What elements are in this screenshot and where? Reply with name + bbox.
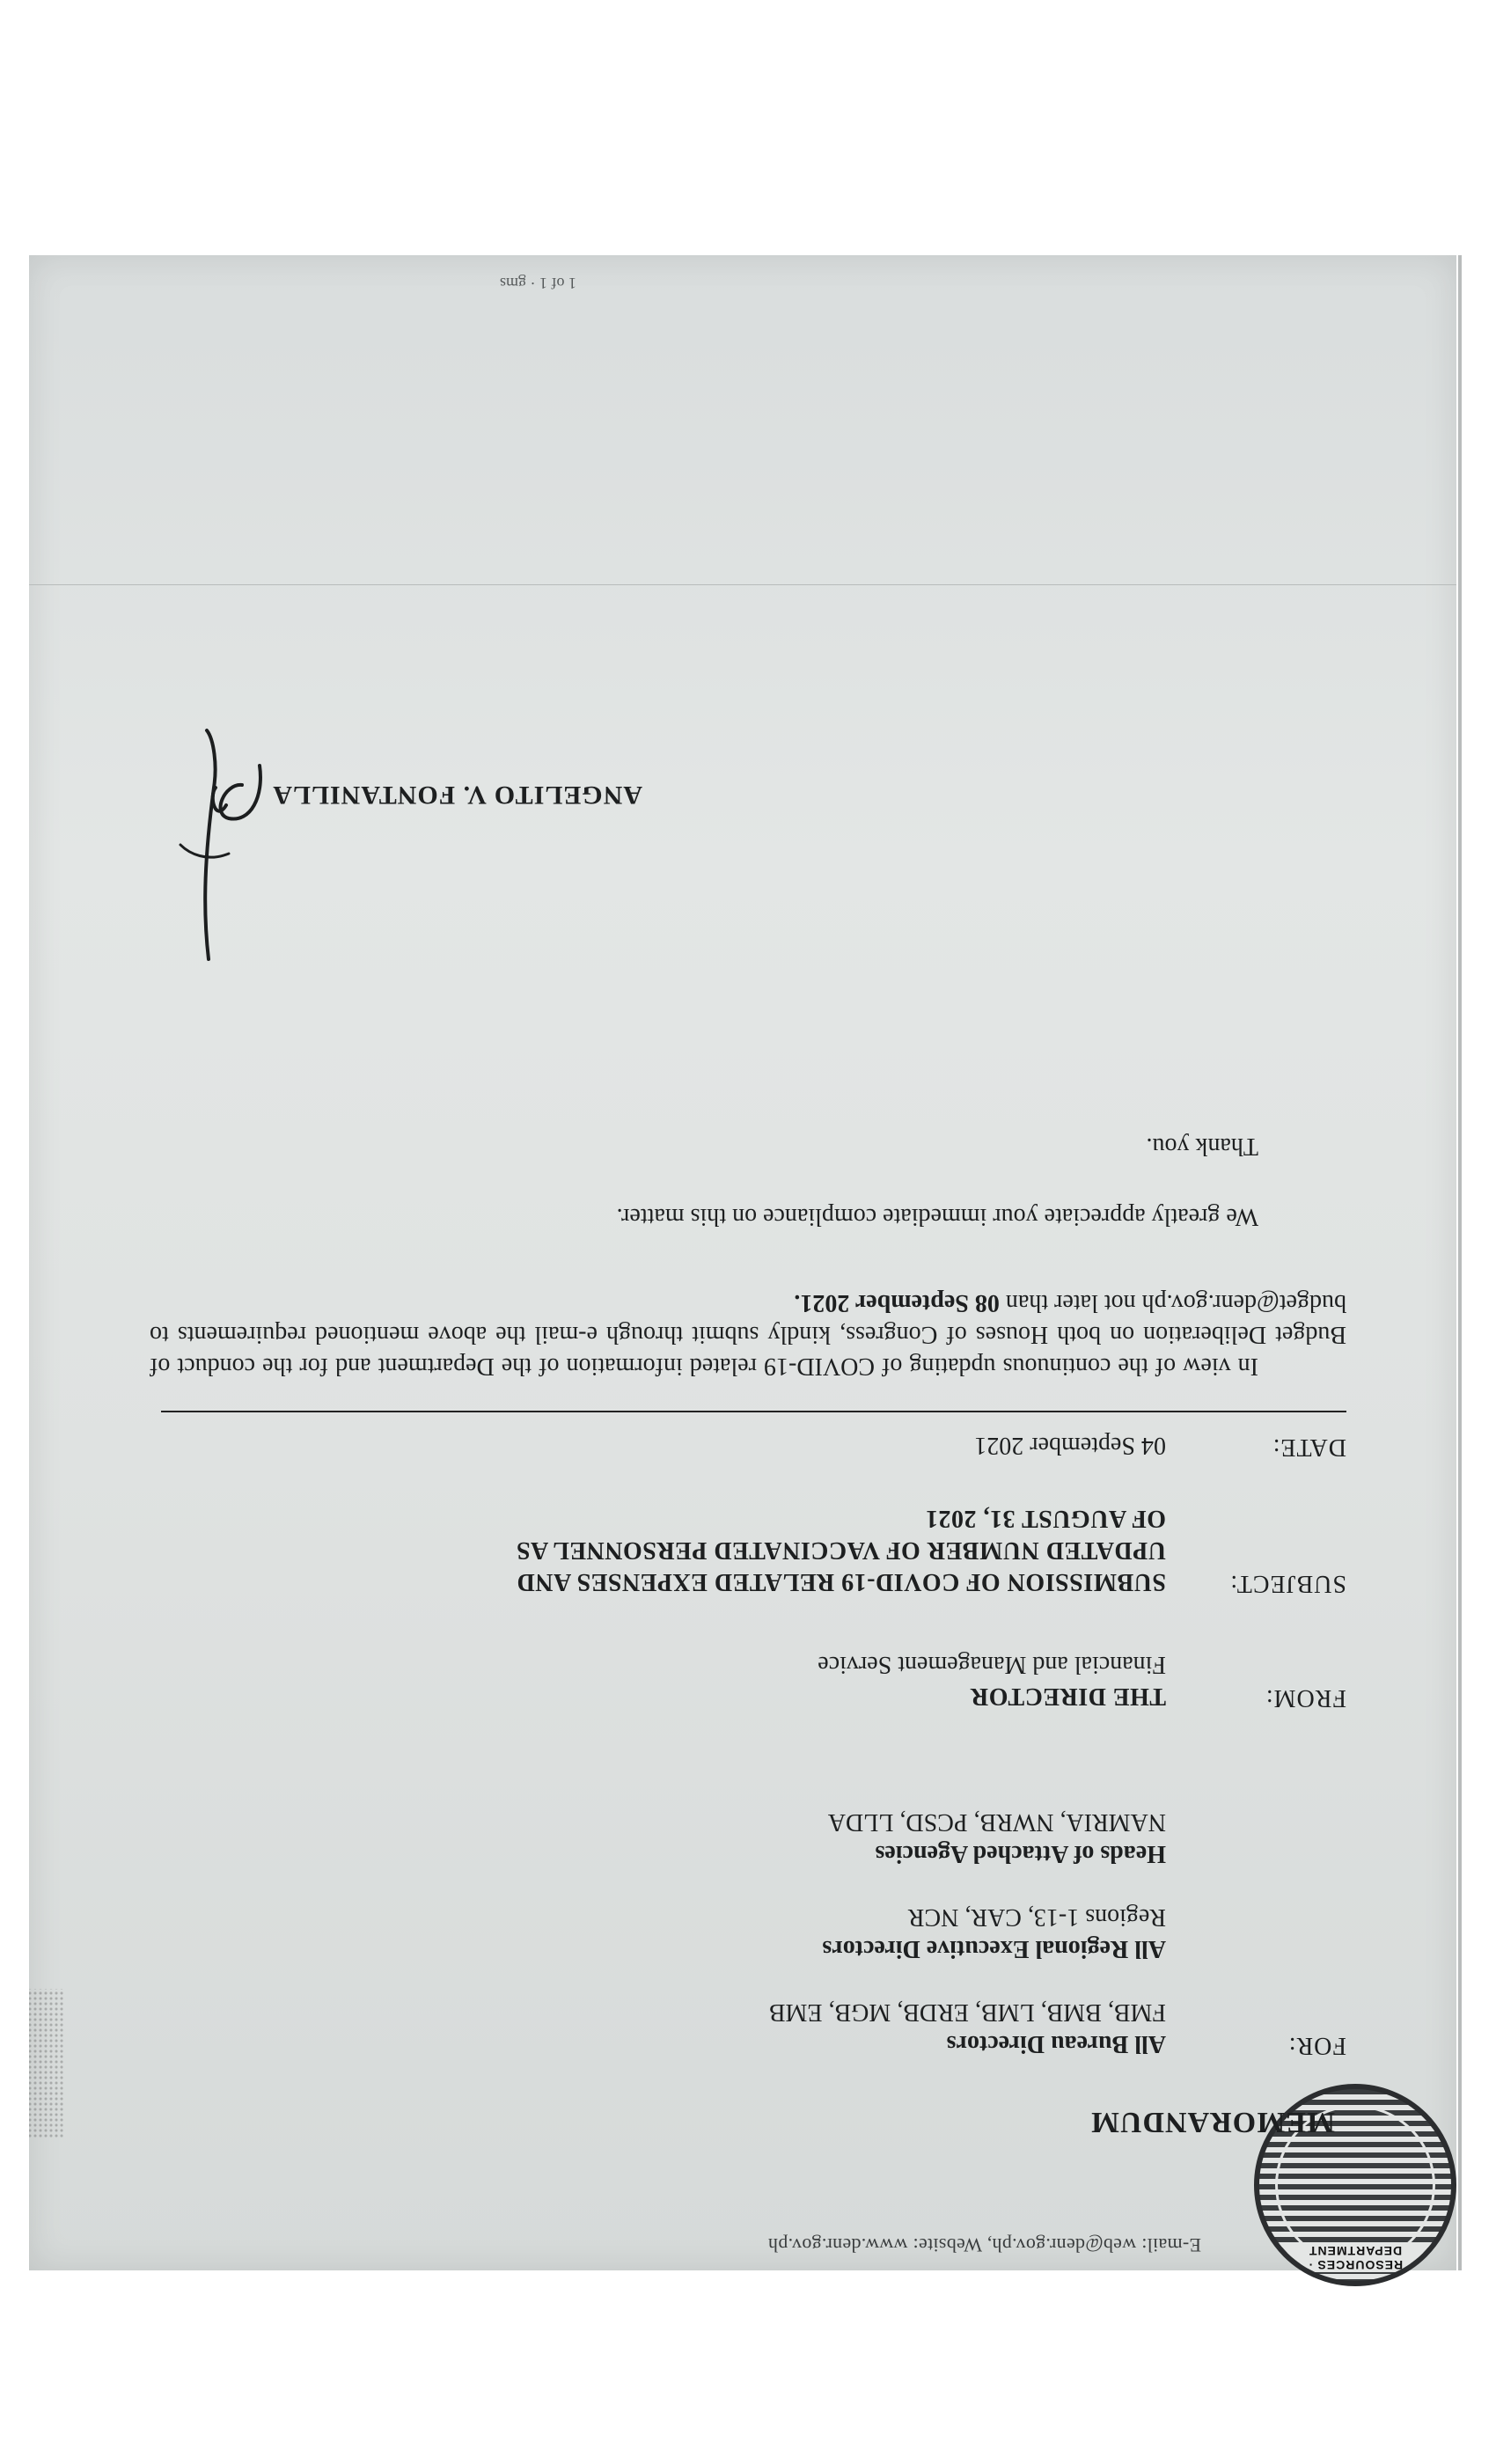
- signatory-name: ANGELITO V. FONTANILLA: [272, 781, 642, 810]
- contact-line: E-mail: web@denr.gov.ph, Website: www.denr.gov.ph: [767, 2234, 1201, 2256]
- recipient-group-detail: Regions 1-13, CAR, NCR: [907, 1903, 1166, 1931]
- handwritten-signature: [84, 722, 312, 986]
- for-label: FOR:: [1287, 2032, 1346, 2059]
- memo-title: MEMORANDUM: [1089, 2106, 1335, 2138]
- closing-line: [150, 1130, 1346, 1162]
- subject-line: SUBMISSION OF COVID-19 RELATED EXPENSES AND: [517, 1568, 1166, 1595]
- recipient-group-heading: All Bureau Directors: [946, 2030, 1166, 2057]
- page-code: 1 of 1 · gms: [500, 275, 576, 292]
- subject-line: OF AUGUST 31, 2021: [925, 1505, 1166, 1532]
- recipient-group-detail: NAMRIA, NWRB, PCSD, LLDA: [827, 1808, 1166, 1836]
- from-block: [818, 1648, 1166, 1712]
- body-paragraph: [150, 1200, 1346, 1232]
- from-label: FROM:: [1265, 1684, 1346, 1712]
- scan-noise: [29, 1989, 64, 2138]
- subject-block: [517, 1502, 1167, 1597]
- date-label: DATE:: [1272, 1434, 1346, 1461]
- closing-text: Thank you.: [1146, 1133, 1258, 1160]
- recipient-group-heading: Heads of Attached Agencies: [875, 1840, 1166, 1867]
- subject-line: UPDATED NUMBER OF VACCINATED PERSONNEL AS: [516, 1536, 1166, 1564]
- body-paragraph: [150, 1287, 1346, 1382]
- scanned-page: [29, 255, 1456, 2270]
- date-value: 04 September 2021: [974, 1432, 1166, 1459]
- for-recipients: [769, 1806, 1166, 2059]
- body-paragraph-text: In view of the continuous updating of COVID-19 related information of the Department and for the conduct of Budget Deliberation on both Houses of Congress, kindly submit through e-mail the above mentioned requirements to budget@denr.gov.ph not later than: [150, 1289, 1346, 1380]
- from-name: THE DIRECTOR: [970, 1683, 1166, 1710]
- memorandum-sheet: [29, 255, 1456, 2270]
- letterhead: [29, 2218, 1456, 2270]
- page-edge: [1458, 255, 1462, 2270]
- from-office: Financial and Management Service: [818, 1651, 1166, 1678]
- seal-text: RESOURCES · DEPARTMENT: [1259, 2244, 1451, 2272]
- footer-divider: [29, 584, 1456, 585]
- subject-label: SUBJECT:: [1229, 1570, 1346, 1597]
- deadline-date: 08 September 2021.: [794, 1289, 1000, 1316]
- recipient-group-detail: FMB, BMB, LMB, ERDB, MGB, EMB: [768, 1998, 1166, 2026]
- compliance-text: We greatly appreciate your immediate compliance on this matter.: [616, 1203, 1258, 1230]
- header-divider: [161, 1411, 1346, 1412]
- recipient-group-heading: All Regional Executive Directors: [822, 1935, 1166, 1962]
